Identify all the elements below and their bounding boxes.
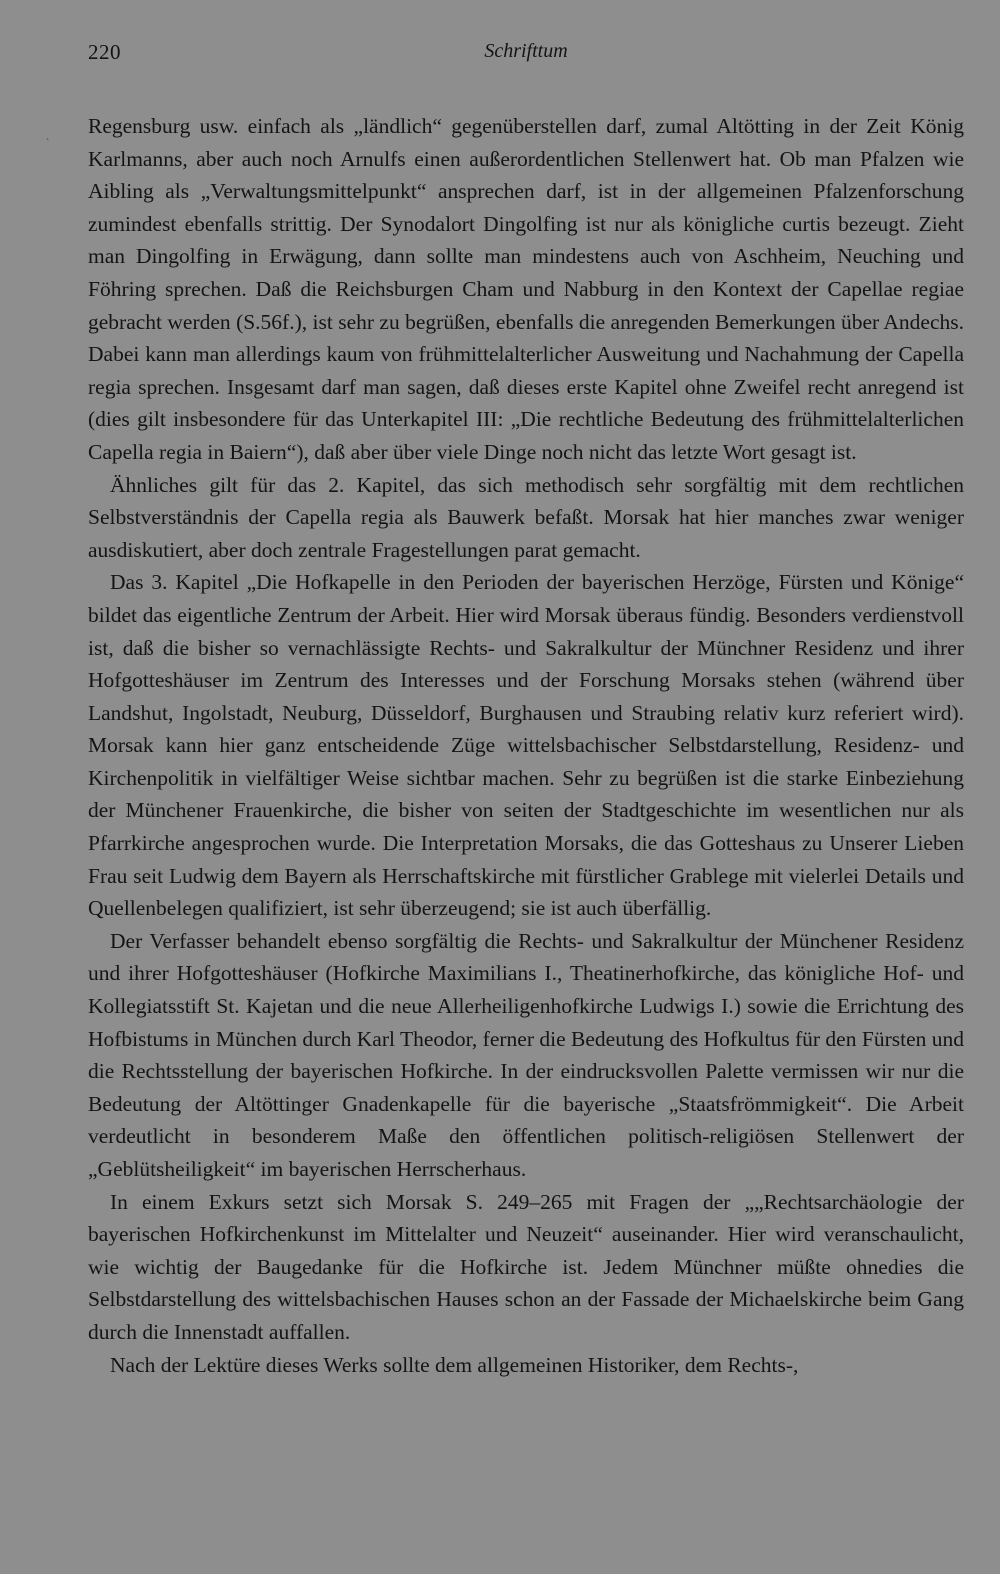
paragraph: Der Verfasser behandelt ebenso sorgfältig die Rechts- und Sakralkultur der Münchener Residenz und ihrer Hofgotteshäuser (Hofkirche Maximilians I., Theatinerhofkirche, das königliche Hof- und Kollegiatsstift St. Kajetan und die neue Allerheiligenhofkirche Ludwigs I.) sowie die Errichtung des Hofbistums in München durch Karl Theodor, ferner die Bedeutung des Hofkultus für den Fürsten und die Rechtsstellung der bayerischen Hofkirche. In der eindrucksvollen Palette vermissen wir nur die Bedeutung der Altöttinger Gnadenkapelle für die bayerische „Staatsfrömmigkeit“. Die Arbeit verdeutlicht in besonderem Maße den öffentlichen politisch-religiösen Stellenwert der „Geblütsheiligkeit“ im bayerischen Herrscherhaus. (88, 928, 964, 1181)
paragraph: Ähnliches gilt für das 2. Kapitel, das sich methodisch sehr sorgfältig mit dem rechtlichen Selbstverständnis der Capella regia als Bauwerk befaßt. Morsak hat hier manches zwar weniger ausdiskutiert, aber doch zentrale Fragestellungen parat gemacht. (88, 472, 964, 562)
body-text (88, 110, 964, 1381)
running-title: Schrifttum (484, 40, 568, 62)
page-header (88, 40, 964, 72)
stray-mark: ` (46, 138, 50, 149)
paragraph: Nach der Lektüre dieses Werks sollte dem allgemeinen Historiker, dem Rechts-, (110, 1352, 799, 1377)
paragraph: Regensburg usw. einfach als „ländlich“ gegenüberstellen darf, zumal Altötting in der Zeit König Karlmanns, aber auch noch Arnulfs einen außerordentlichen Stellenwert hat. Ob man Pfalzen wie Aibling als „Verwaltungsmittelpunkt“ ansprechen darf, ist in der allgemeinen Pfalzenforschung zumindest ebenfalls strittig. Der Synodalort Dingolfing ist nur als königliche curtis bezeugt. Zieht man Dingolfing in Erwägung, dann sollte man mindestens auch von Aschheim, Neuching und Föhring sprechen. Daß die Reichsburgen Cham und Nabburg in den Kontext der Capellae regiae gebracht werden (S.56f.), ist sehr zu begrüßen, ebenfalls die anregenden Bemerkungen über Andechs. Dabei kann man allerdings kaum von frühmittelalterlicher Ausweitung und Nachahmung der Capella regia sprechen. Insgesamt darf man sagen, daß dieses erste Kapitel ohne Zweifel recht anregend ist (dies gilt insbesondere für das Unterkapitel III: „Die rechtliche Bedeutung des frühmittelalterlichen Capella regia in Baiern“), daß aber über viele Dinge noch nicht das letzte Wort gesagt ist. (88, 114, 964, 464)
page-number: 220 (88, 40, 121, 64)
paragraph: Das 3. Kapitel „Die Hofkapelle in den Perioden der bayerischen Herzöge, Fürsten und Könige“ bildet das eigentliche Zentrum der Arbeit. Hier wird Morsak überaus fündig. Besonders verdienstvoll ist, daß die bisher so vernachlässigte Rechts- und Sakralkultur der Münchner Residenz und ihrer Hofgotteshäuser im Zentrum des Interesses und der Forschung Morsaks stehen (während über Landshut, Ingolstadt, Neuburg, Düsseldorf, Burghausen und Straubing relativ kurz referiert wird). Morsak kann hier ganz entscheidende Züge wittelsbachischer Selbstdarstellung, Residenz- und Kirchenpolitik in vielfältiger Weise sichtbar machen. Sehr zu begrüßen ist die starke Einbeziehung der Münchener Frauenkirche, die bisher von seiten der Stadtgeschichte im wesentlichen nur als Pfarrkirche angesprochen wurde. Die Interpretation Morsaks, die das Gotteshaus zu Unserer Lieben Frau seit Ludwig dem Bayern als Herrschaftskirche mit fürstlicher Grablege mit vielerlei Details und Quellenbelegen qualifiziert, ist sehr überzeugend; sie ist auch überfällig. (88, 570, 964, 921)
paragraph: In einem Exkurs setzt sich Morsak S. 249–265 mit Fragen der „„Rechtsarchäologie der bayerischen Hofkirchenkunst im Mittelalter und Neuzeit“ auseinander. Hier wird veranschaulicht, wie wichtig der Baugedanke für die Hofkirche ist. Jedem Münchner müßte ohnedies die Selbstdarstellung des wittelsbachischen Hauses schon an der Fassade der Michaelskirche beim Gang durch die Innenstadt auffallen. (88, 1189, 964, 1344)
